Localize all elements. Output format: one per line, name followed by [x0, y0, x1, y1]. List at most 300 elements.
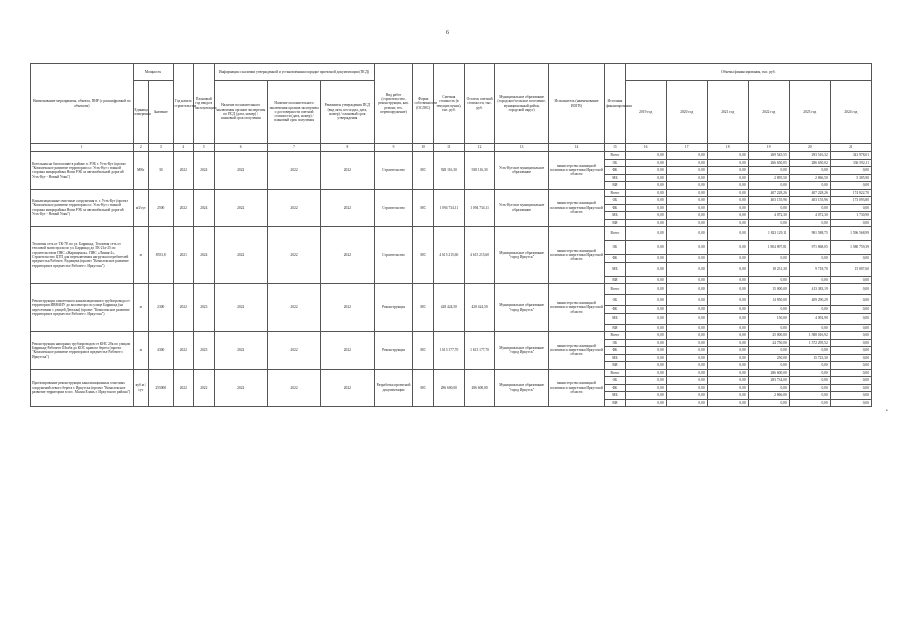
funding-value: 0,00	[625, 313, 666, 324]
funding-value: 0,00	[625, 262, 666, 276]
funding-value: 0,00	[748, 219, 789, 227]
ownership: МС	[413, 284, 434, 332]
header-year: 2021 год	[707, 81, 748, 144]
capacity-value: 2300	[148, 284, 173, 332]
funding-value: 0,00	[666, 354, 707, 362]
funding-value: 0,00	[707, 159, 748, 167]
funding-source: Всего	[605, 227, 626, 241]
capacity-unit: МВт	[133, 152, 148, 190]
funding-value: 0,00	[789, 306, 830, 314]
funding-value: 1 804 897,81	[748, 241, 789, 255]
ownership: МС	[413, 332, 434, 370]
funding-source: ОБ	[605, 339, 626, 347]
start-year: 2022	[173, 332, 194, 370]
column-number: 17	[666, 144, 707, 152]
table-body	[31, 152, 872, 407]
positive-conclusion: 2022	[214, 332, 267, 370]
header-approval: Реквизиты утверждения ПСД (вид акта, кто издал, дата, номер) / плановый срок утверждения	[321, 81, 374, 144]
header-year: 2024 год	[830, 81, 871, 144]
funding-value: 0,00	[666, 295, 707, 306]
funding-source: МБ	[605, 354, 626, 362]
funding-value: 0,00	[789, 219, 830, 227]
column-number: 15	[605, 144, 626, 152]
funding-value: 0,00	[666, 159, 707, 167]
executor: министерство жилищной политики и энергетики Иркутской области	[548, 284, 604, 332]
column-number: 2	[133, 144, 148, 152]
funding-value: 0,00	[666, 377, 707, 385]
header-remaining-cost: Остаток сметной стоимости, тыс. руб.	[464, 64, 495, 144]
funding-value: 0,00	[625, 369, 666, 377]
start-year: 2022	[173, 189, 194, 227]
funding-value: 0,00	[625, 276, 666, 284]
column-number: 5	[194, 144, 215, 152]
cost-conclusion: 2022	[267, 332, 320, 370]
funding-value: 0,00	[625, 339, 666, 347]
header-year: 2020 год	[666, 81, 707, 144]
funding-source: ФБ	[605, 167, 626, 175]
funding-value: 0,00	[666, 204, 707, 212]
funding-value: 0,00	[625, 167, 666, 175]
funding-value: 981 588,75	[789, 227, 830, 241]
funding-value: 413 383,19	[789, 284, 830, 295]
funding-value: 0,00	[830, 182, 871, 190]
funding-value: 0,00	[666, 241, 707, 255]
funding-source: ВИ	[605, 324, 626, 332]
capacity-value: 30	[148, 152, 173, 190]
capacity-unit: м	[133, 332, 148, 370]
funding-value: 0,00	[707, 399, 748, 407]
funding-value: 0,00	[625, 324, 666, 332]
ownership: МС	[413, 189, 434, 227]
funding-value: 0,00	[666, 212, 707, 220]
funding-value: 0,00	[830, 369, 871, 377]
municipality: Муниципальное образование "город Иркутск"	[495, 284, 548, 332]
funding-value: 0,00	[707, 306, 748, 314]
commission-year: 2023	[194, 284, 215, 332]
funding-value: 409 290,29	[789, 295, 830, 306]
funding-value: 0,00	[830, 204, 871, 212]
column-number: 3	[148, 144, 173, 152]
funding-value: 0,00	[830, 392, 871, 400]
funding-value: 0,00	[830, 354, 871, 362]
work-type: Строительство	[374, 227, 413, 284]
funding-value: 0,00	[748, 324, 789, 332]
funding-value: 4 072,30	[748, 212, 789, 220]
funding-value: 173 093,80	[830, 197, 871, 205]
funding-value: 0,00	[707, 339, 748, 347]
start-year: 2022	[173, 152, 194, 190]
funding-value: 0,00	[789, 167, 830, 175]
funding-value: 174 822,70	[830, 189, 871, 197]
funding-source: ОБ	[605, 241, 626, 255]
funding-value: 0,00	[625, 204, 666, 212]
column-number: 8	[321, 144, 374, 152]
estimated-cost: 1 613 177,70	[433, 332, 464, 370]
funding-value: 0,00	[666, 339, 707, 347]
funding-source: МБ	[605, 212, 626, 220]
funding-value: 1 730,90	[830, 212, 871, 220]
column-number: 21	[830, 144, 871, 152]
funding-value: 2 866,00	[748, 392, 789, 400]
funding-value: 0,00	[830, 384, 871, 392]
cost-conclusion: 2022	[267, 227, 320, 284]
capacity-unit: куб.м./сут	[133, 369, 148, 407]
funding-source: Всего	[605, 332, 626, 340]
funding-value: 283 734,00	[748, 377, 789, 385]
funding-value: 0,00	[666, 306, 707, 314]
municipality: Муниципальное образование "город Иркутск"	[495, 227, 548, 284]
funding-value: 0,00	[707, 182, 748, 190]
funding-value: 0,00	[625, 241, 666, 255]
funding-source: Всего	[605, 284, 626, 295]
funding-value: 269 545,55	[748, 152, 789, 160]
funding-value: 0,00	[748, 384, 789, 392]
estimated-cost: 4 615 215,60	[433, 227, 464, 284]
project-name: Тепловая сеть от ТК-7Е по ул. Баррикад. Тепловая сеть от тепловой магистрали по ул. Баррикад до ТК-21а-25 по строительством ПНС «Жарищенок». ПНС «Линия-2», Строительство ЦТП для переключения нагрузки потребителей предместья Рабочее, Радищева (проект "Комплексное развитие территории в предместье Рабочее г. Иркутска")	[31, 227, 134, 284]
start-year: 2022	[173, 284, 194, 332]
funding-value: 407 228,26	[748, 189, 789, 197]
column-number: 13	[495, 144, 548, 152]
ownership: МС	[413, 369, 434, 407]
capacity-unit: м	[133, 227, 148, 284]
funding-value: 0,00	[625, 362, 666, 370]
work-type: Реконструкция	[374, 332, 413, 370]
table-header	[31, 64, 872, 152]
investment-table	[30, 63, 872, 407]
capacity-value: 2500	[148, 189, 173, 227]
funding-value: 0,00	[707, 174, 748, 182]
table-row	[31, 227, 872, 241]
funding-value: 0,00	[666, 399, 707, 407]
funding-value: 0,00	[625, 347, 666, 355]
funding-value: 0,00	[625, 306, 666, 314]
funding-source: ВИ	[605, 276, 626, 284]
header-docs: Информация о наличии утвержденной и установленным порядке проектной документации (ПСД)	[214, 64, 374, 81]
header-funding-source: Источник финансирования	[605, 64, 626, 144]
funding-value: 0,00	[625, 354, 666, 362]
funding-value: 1 823 129,11	[748, 227, 789, 241]
funding-value: 0,00	[625, 399, 666, 407]
funding-value: 0,00	[789, 204, 830, 212]
funding-value: 286 650,02	[789, 159, 830, 167]
project-name: Реконструкция напорных трубопроводов от КНС 20к по улицам Баррикад-Рабочего Штаба до КОС правого берега (проект "Комплексное развитие территории в предместье Рабочее г. Иркутска")	[31, 332, 134, 370]
funding-value: 0,00	[789, 384, 830, 392]
funding-value: 0,00	[625, 159, 666, 167]
approval-date: 2022	[321, 189, 374, 227]
funding-value: 0,00	[707, 152, 748, 160]
positive-conclusion: 2022	[214, 369, 267, 407]
capacity-unit: м	[133, 284, 148, 332]
funding-source: ФБ	[605, 306, 626, 314]
funding-source: МБ	[605, 262, 626, 276]
funding-value: 0,00	[666, 262, 707, 276]
funding-value: 0,00	[707, 324, 748, 332]
funding-value: 0,00	[748, 276, 789, 284]
funding-value: 0,00	[707, 332, 748, 340]
commission-year: 2022	[194, 369, 215, 407]
column-number: 1	[31, 144, 134, 152]
funding-value: 0,00	[666, 174, 707, 182]
municipality: Муниципальное образование "город Иркутск"	[495, 332, 548, 370]
funding-source: МБ	[605, 174, 626, 182]
funding-value: 15 807,60	[830, 262, 871, 276]
funding-value: 293 516,32	[789, 152, 830, 160]
funding-value: 0,00	[789, 392, 830, 400]
funding-value: 0,00	[830, 167, 871, 175]
header-start-year: Год начала строительства	[173, 64, 194, 144]
funding-source: ОБ	[605, 197, 626, 205]
funding-value: 0,00	[666, 167, 707, 175]
positive-conclusion: 2022	[214, 227, 267, 284]
funding-value: 0,00	[666, 182, 707, 190]
funding-value: 15 000,00	[748, 284, 789, 295]
executor: министерство жилищной политики и энергетики Иркутской области	[548, 189, 604, 227]
funding-value: 0,00	[666, 255, 707, 263]
funding-value: 0,00	[707, 347, 748, 355]
funding-value: 286 600,00	[748, 369, 789, 377]
funding-value: 0,00	[666, 332, 707, 340]
funding-value: 9 718,70	[789, 262, 830, 276]
funding-value: 0,00	[830, 339, 871, 347]
funding-value: 0,00	[830, 276, 871, 284]
funding-value: 0,00	[830, 332, 871, 340]
commission-year: 2024	[194, 152, 215, 190]
header-capacity-value: Значение	[148, 81, 173, 144]
start-year: 2021	[173, 227, 194, 284]
funding-source: Всего	[605, 189, 626, 197]
funding-value: 0,00	[707, 262, 748, 276]
commission-year: 2024	[194, 227, 215, 284]
funding-value: 266 650,05	[748, 159, 789, 167]
project-name: Реконструкция самотечного канализационного трубопровода от территории ИВВАИУ до коллектора по улице Баррикад (на пересечении с улицей Депская) (проект "Комплексное развитие территории в предместье Рабочее г. Иркутска")	[31, 284, 134, 332]
funding-value: 0,00	[789, 255, 830, 263]
funding-value: 0,00	[789, 276, 830, 284]
funding-value: 0,00	[625, 392, 666, 400]
funding-value: 0,00	[830, 377, 871, 385]
funding-value: 0,00	[707, 362, 748, 370]
funding-source: ФБ	[605, 384, 626, 392]
funding-source: ФБ	[605, 347, 626, 355]
funding-source: ОБ	[605, 159, 626, 167]
funding-value: 0,00	[707, 369, 748, 377]
funding-value: 0,00	[625, 174, 666, 182]
header-estimated-cost: Сметная стоимость (в текущих ценах), тыс. руб.	[433, 64, 464, 144]
funding-value: 0,00	[707, 392, 748, 400]
funding-source: ВИ	[605, 362, 626, 370]
funding-value: 0,00	[666, 197, 707, 205]
funding-value: 0,00	[666, 369, 707, 377]
start-year: 2022	[173, 369, 194, 407]
column-number: 16	[625, 144, 666, 152]
estimated-cost: 286 600,00	[433, 369, 464, 407]
funding-value: 0,00	[748, 399, 789, 407]
funding-value: 0,00	[625, 227, 666, 241]
header-capacity: Мощность	[133, 64, 173, 81]
funding-value: 0,00	[830, 255, 871, 263]
remaining-cost: 286 600,00	[464, 369, 495, 407]
cost-conclusion: 2022	[267, 369, 320, 407]
funding-value: 0,00	[666, 347, 707, 355]
funding-source: МБ	[605, 313, 626, 324]
municipality: Муниципальное образование "город Иркутск"	[495, 369, 548, 407]
header-cost-conclusion: Наличие положительного заключения органов экспертизы о достоверности сметной стоимости (дата, номер) / плановый срок получения	[267, 81, 320, 144]
table-row	[31, 189, 872, 197]
funding-value: 0,00	[707, 219, 748, 227]
funding-value: 0,00	[789, 377, 830, 385]
funding-value: 0,00	[830, 295, 871, 306]
remaining-cost: 1 094 734,11	[464, 189, 495, 227]
capacity-unit: м3/сут	[133, 189, 148, 227]
funding-value: 0,00	[830, 324, 871, 332]
funding-value: 0,00	[789, 182, 830, 190]
funding-value: 2 866,50	[789, 174, 830, 182]
funding-value: 1 588 016,92	[789, 332, 830, 340]
funding-value: 0,00	[707, 255, 748, 263]
header-year: 2023 год	[789, 81, 830, 144]
funding-value: 0,00	[666, 189, 707, 197]
funding-value: 0,00	[666, 362, 707, 370]
column-number: 19	[748, 144, 789, 152]
remaining-cost: 428 424,50	[464, 284, 495, 332]
funding-value: 0,00	[666, 152, 707, 160]
header-work-type: Вид работ (строительство, реконструкция, кап. ремонт, тех. перевооружение)	[374, 64, 413, 144]
header-year: 2022 год	[748, 81, 789, 144]
funding-source: Всего	[605, 152, 626, 160]
project-name: Канализационные очистные сооружения п. г. Усть-Кут (проект "Комплексное развитие территории п.г. Усть-Кут с южной стороны микрорайона Нови РЭБ за автомобильной дорогой Усть-Кут - Новый Уоян")	[31, 189, 134, 227]
header-positive-conclusion: Наличие положительного заключения органов экспертизы по ПСД (дата, номер) / плановый срок получения	[214, 81, 267, 144]
funding-value: 0,00	[707, 241, 748, 255]
municipality: Усть-Кутское муниципальное образование	[495, 189, 548, 227]
funding-value: 0,00	[625, 384, 666, 392]
funding-source: Всего	[605, 369, 626, 377]
funding-value: 0,00	[707, 212, 748, 220]
approval-date: 2022	[321, 152, 374, 190]
table-row	[31, 332, 872, 340]
column-number: 11	[433, 144, 464, 152]
funding-value: 0,00	[666, 392, 707, 400]
header-unit: Единица измерения	[133, 81, 148, 144]
funding-value: 0,00	[666, 276, 707, 284]
table-row	[31, 284, 872, 295]
funding-value: 0,00	[707, 197, 748, 205]
work-type: Разработка проектной документации	[374, 369, 413, 407]
funding-value: 0,00	[666, 313, 707, 324]
funding-value: 403 155,96	[748, 197, 789, 205]
remaining-cost: 4 615 215,60	[464, 227, 495, 284]
ownership: МС	[413, 152, 434, 190]
ownership: МС	[413, 227, 434, 284]
capacity-value: 4300	[148, 332, 173, 370]
funding-value: 15 723,30	[789, 354, 830, 362]
funding-value: 971 868,05	[789, 241, 830, 255]
funding-value: 0,00	[625, 255, 666, 263]
funding-value: 0,00	[748, 204, 789, 212]
approval-date: 2022	[321, 332, 374, 370]
funding-value: 1 572 295,52	[789, 339, 830, 347]
funding-source: ВИ	[605, 399, 626, 407]
work-type: Строительство	[374, 152, 413, 190]
column-number: 10	[413, 144, 434, 152]
funding-value: 0,00	[830, 399, 871, 407]
funding-value: 0,00	[707, 284, 748, 295]
header-year: 2019 год	[625, 81, 666, 144]
funding-value: 0,00	[707, 295, 748, 306]
funding-value: 0,00	[789, 369, 830, 377]
column-number: 18	[707, 144, 748, 152]
funding-value: 5 385,90	[830, 174, 871, 182]
funding-value: 0,00	[625, 182, 666, 190]
approval-date: 2022	[321, 227, 374, 284]
funding-value: 1 580 759,39	[830, 241, 871, 255]
funding-value: 0,00	[748, 182, 789, 190]
funding-source: ВИ	[605, 182, 626, 190]
header-funding: Объемы финансирования, тыс. руб.	[625, 64, 871, 81]
funding-value: 0,00	[625, 219, 666, 227]
remaining-cost: 1 613 177,70	[464, 332, 495, 370]
remaining-cost: 928 116,30	[464, 152, 495, 190]
approval-date: 2022	[321, 369, 374, 407]
funding-source: ВИ	[605, 219, 626, 227]
commission-year: 2024	[194, 189, 215, 227]
column-number: 20	[789, 144, 830, 152]
column-number: 14	[548, 144, 604, 152]
municipality: Усть-Кутское муниципальное образование	[495, 152, 548, 190]
funding-value: 2 895,50	[748, 174, 789, 182]
project-name: Проектирование реконструкции канализационных очистных сооружений левого берега г. Иркутска (проект "Комплексное развитие территории в пос. Малая Елань г. Иркутского района")	[31, 369, 134, 407]
funding-source: ОБ	[605, 295, 626, 306]
column-number: 12	[464, 144, 495, 152]
funding-value: 0,00	[707, 189, 748, 197]
funding-value: 0,00	[830, 347, 871, 355]
funding-value: 0,00	[707, 276, 748, 284]
funding-value: 0,00	[789, 324, 830, 332]
cost-conclusion: 2022	[267, 152, 320, 190]
funding-value: 0,00	[707, 204, 748, 212]
funding-value: 403 155,96	[789, 197, 830, 205]
funding-value: 0,00	[666, 227, 707, 241]
funding-value: 18 231,30	[748, 262, 789, 276]
funding-value: 0,00	[625, 152, 666, 160]
funding-value: 0,00	[666, 384, 707, 392]
header-executor: Исполнитель (наименование ИОГВ)	[548, 64, 604, 144]
header-commission-year: Плановый год ввода в эксплуатацию	[194, 64, 215, 144]
work-type: Реконструкция	[374, 284, 413, 332]
column-number: 7	[267, 144, 320, 152]
funding-value: 0,00	[666, 284, 707, 295]
page-number: 6	[446, 30, 449, 36]
funding-value: 4 092,90	[789, 313, 830, 324]
funding-source: ФБ	[605, 255, 626, 263]
funding-value: 0,00	[625, 377, 666, 385]
funding-value: 14 850,00	[748, 295, 789, 306]
column-number: 4	[173, 144, 194, 152]
funding-value: 407 228,26	[789, 189, 830, 197]
funding-value: 0,00	[625, 197, 666, 205]
estimated-cost: 428 424,50	[433, 284, 464, 332]
executor: министерство жилищной политики и энергетики Иркутской области	[548, 332, 604, 370]
funding-value: 0,00	[666, 219, 707, 227]
funding-value: 24 750,00	[748, 339, 789, 347]
funding-value: 150,00	[748, 313, 789, 324]
positive-conclusion: 2022	[214, 152, 267, 190]
funding-value: 0,00	[707, 167, 748, 175]
funding-value: 0,00	[707, 313, 748, 324]
funding-value: 0,00	[789, 362, 830, 370]
project-name: Котельная на биотопливе в районе п. РЭБ г. Усть-Кут (проект "Комплексное развитие территории п.г. Усть-Кут с южной стороны микрорайона Нови РЭБ за автомобильной дорогой Усть-Кут - Новый Уоян")	[31, 152, 134, 190]
estimated-cost: 928 116,30	[433, 152, 464, 190]
executor: министерство жилищной политики и энергетики Иркутской области	[548, 227, 604, 284]
positive-conclusion: 2022	[214, 189, 267, 227]
